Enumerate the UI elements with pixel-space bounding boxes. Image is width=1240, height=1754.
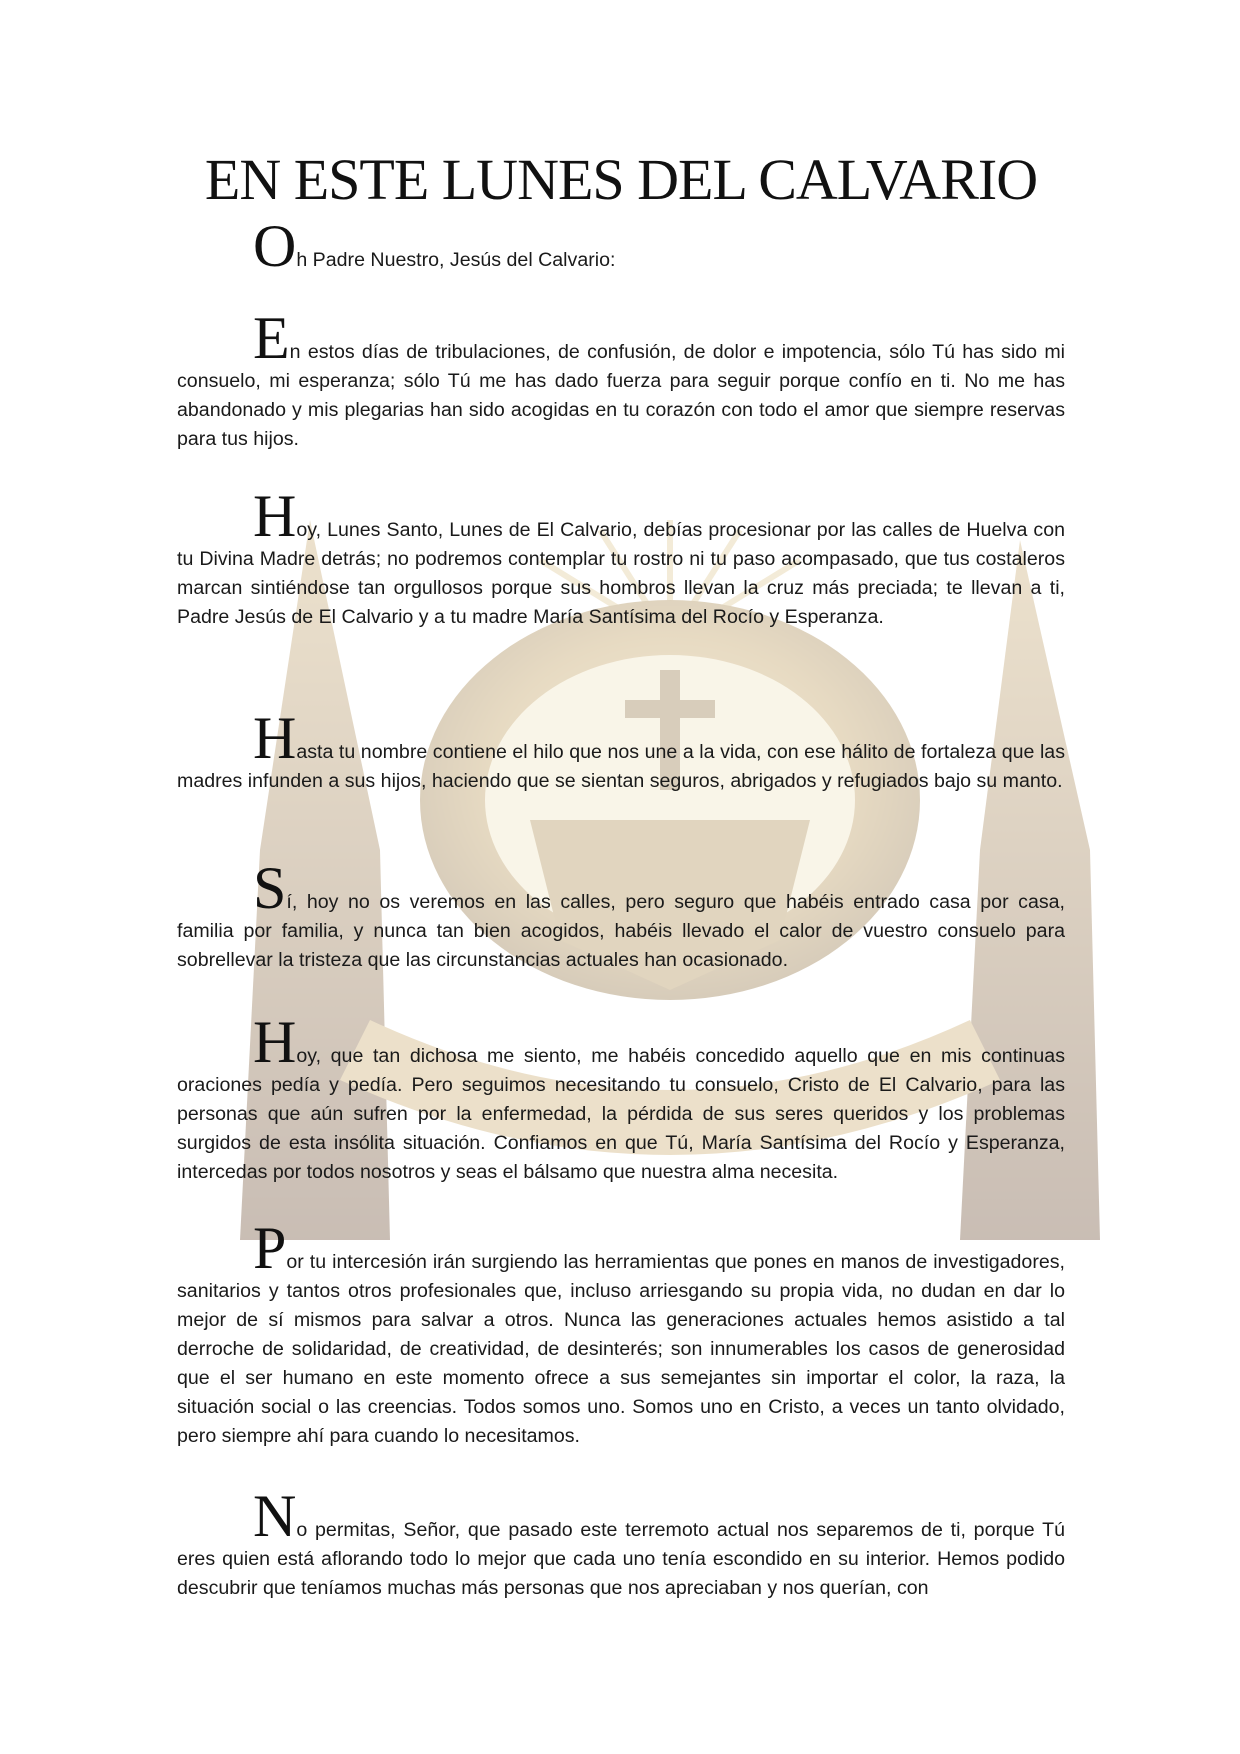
paragraph [177,305,1065,454]
drop-cap: E [253,305,290,371]
paragraph-text: asta tu nombre contiene el hilo que nos une a la vida, con ese hálito de fortaleza que las madres infunden a sus hijos, haciendo que se sientan seguros, abrigados y refugiados bajo su manto. [177,741,1065,792]
paragraph-text: oy, Lunes Santo, Lunes de El Calvario, debías procesionar por las calles de Huelva con tu Divina Madre detrás; no podremos contemplar tu rostro ni tu paso acompasado, que tus costaleros marcan sintiéndose tan orgullosos porque sus hombros llevan la cruz más preciada; te llevan a ti, Padre Jesús de El Calvario y a tu madre María Santísima del Rocío y Esperanza. [177,519,1065,628]
drop-cap: H [253,1009,297,1075]
drop-cap: H [253,705,297,771]
paragraph [177,705,1065,796]
paragraph-text: oy, que tan dichosa me siento, me habéis concedido aquello que en mis continuas oraciones pedía y pedía. Pero seguimos necesitando tu consuelo, Cristo de El Calvario, para las personas que aún sufren por la enfermedad, la pérdida de sus seres queridos y los problemas surgidos de esta insólita situación. Confiamos en que Tú, María Santísima del Rocío y Esperanza, intercedas por todos nosotros y seas el bálsamo que nuestra alma necesita. [177,1045,1065,1183]
paragraph-text: or tu intercesión irán surgiendo las herramientas que pones en manos de investigadores, sanitarios y tantos otros profesionales que, incluso arriesgando su propia vida, no dudan en dar lo mejor de sí mismos para salvar a otros. Nunca las generaciones actuales hemos asistido a tal derroche de solidaridad, de creatividad, de desinterés; son innumerables los casos de generosidad que el ser humano en este momento ofrece a sus semejantes sin importar el color, la raza, la situación social o las creencias. Todos somos uno. Somos uno en Cristo, a veces un tanto olvidado, pero siempre ahí para cuando lo necesitamos. [177,1251,1065,1447]
paragraph-text: o permitas, Señor, que pasado este terremoto actual nos separemos de ti, porque Tú eres quien está aflorando todo lo mejor que cada uno tenía escondido en su interior. Hemos podido descubrir que teníamos muchas más personas que nos apreciaban y nos querían, con [177,1519,1065,1599]
drop-cap: H [253,483,297,549]
document-title: EN ESTE LUNES DEL CALVARIO [204,147,1038,212]
paragraph-text: n estos días de tribulaciones, de confusión, de dolor e impotencia, sólo Tú has sido mi consuelo, mi esperanza; sólo Tú me has dado fuerza para seguir porque confío en ti. No me has abandonado y mis plegarias han sido acogidas en tu corazón con todo el amor que siempre reservas para tus hijos. [177,341,1065,450]
paragraph-text: í, hoy no os veremos en las calles, pero seguro que habéis entrado casa por casa, familia por familia, y nunca tan bien acogidos, habéis llevado el calor de vuestro consuelo para sobrellevar la tristeza que las circunstancias actuales han ocasionado. [177,891,1065,971]
paragraph [177,1483,1065,1603]
drop-cap: P [253,1215,287,1281]
drop-cap: N [253,1483,297,1549]
drop-cap: S [253,855,287,921]
paragraph [177,855,1065,975]
paragraph [177,1009,1065,1187]
drop-cap: O [253,213,297,279]
paragraph [177,213,1065,279]
paragraph [177,1215,1065,1451]
paragraph [177,483,1065,632]
document-page [177,0,1065,1599]
paragraph-text: h Padre Nuestro, Jesús del Calvario: [296,249,616,271]
